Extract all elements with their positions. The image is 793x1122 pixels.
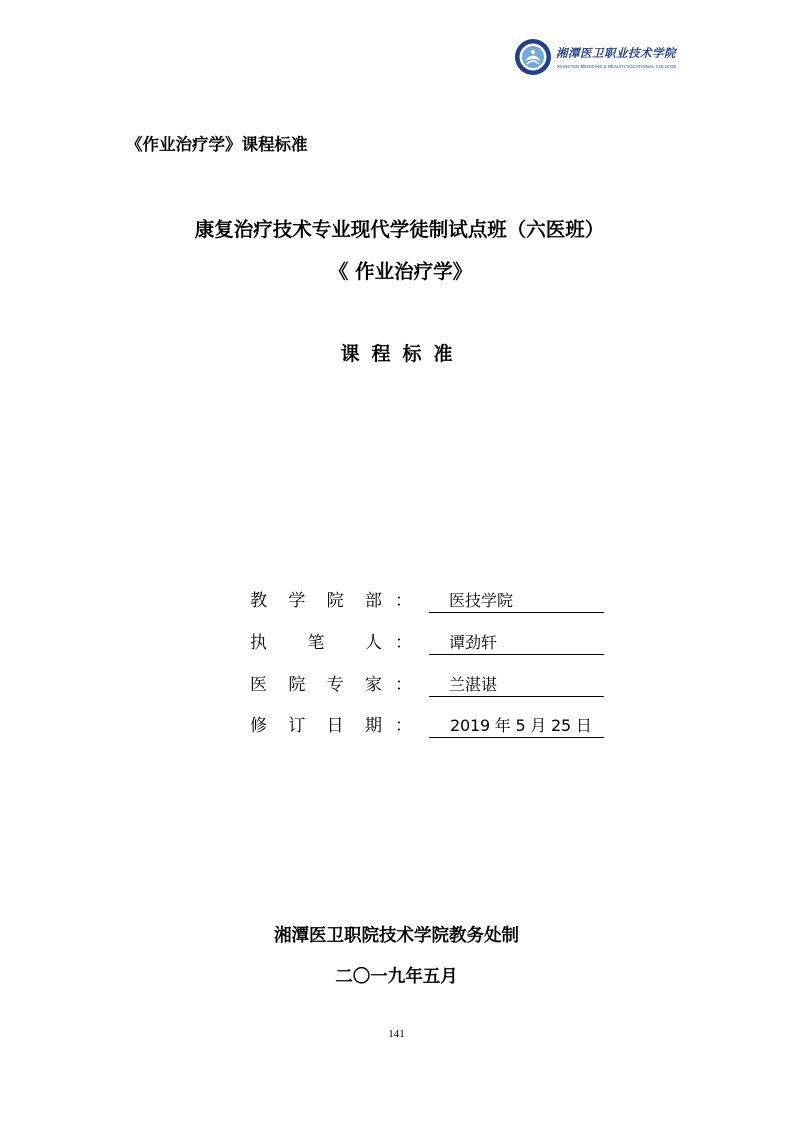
college-english-name: XIANGTAN MEDICINE & HEALTH VOCATIONAL COLLEGE <box>557 64 677 69</box>
label-char: 医 <box>250 675 267 695</box>
info-value <box>429 674 604 697</box>
label-char: 家 <box>364 675 382 695</box>
page-number: 141 <box>388 1028 405 1040</box>
department-value: 医技学院 <box>449 591 514 610</box>
college-name-logo-text: 湘潭医卫职业技术学院 <box>556 46 676 60</box>
program-title: 康复治疗技术专业现代学徒制试点班（六医班） <box>194 218 605 241</box>
label-char: 修 <box>250 716 267 736</box>
info-row-department <box>250 590 610 614</box>
info-row-hospital-expert <box>250 674 610 698</box>
college-emblem-icon <box>514 38 552 76</box>
label-char: 院 <box>288 675 306 695</box>
label-char: 人 <box>365 633 382 653</box>
label-char: 笔 <box>307 633 325 653</box>
info-value <box>429 715 604 738</box>
info-value <box>429 590 604 613</box>
label-char: 期 <box>364 716 382 736</box>
label-char: 学 <box>288 591 306 611</box>
header-title: 《作业治疗学》课程标准 <box>126 135 308 154</box>
label-char: 专 <box>326 675 344 695</box>
info-value <box>429 632 604 655</box>
info-label <box>250 632 382 654</box>
info-colon: ： <box>395 716 412 736</box>
info-label <box>250 590 382 612</box>
revision-date-value: 2019 年 5 月 25 日 <box>450 716 592 735</box>
info-label <box>250 674 382 696</box>
info-colon: ： <box>395 591 412 611</box>
info-row-revision-date <box>250 715 610 739</box>
footer-date: 二〇一九年五月 <box>335 967 458 987</box>
label-char: 日 <box>326 716 344 736</box>
course-title: 《 作业治疗学》 <box>328 260 473 283</box>
hospital-expert-value: 兰湛谌 <box>449 675 498 694</box>
document-type-title: 课程标准 <box>340 343 465 365</box>
info-row-author <box>250 632 610 656</box>
footer-organization: 湘潭医卫职院技术学院教务处制 <box>274 926 519 946</box>
label-char: 教 <box>250 591 267 611</box>
author-value: 谭劲轩 <box>449 633 498 652</box>
info-label <box>250 715 382 737</box>
label-char: 订 <box>288 716 306 736</box>
info-colon: ： <box>395 633 412 653</box>
label-char: 部 <box>364 591 382 611</box>
label-char: 院 <box>326 591 344 611</box>
info-colon: ： <box>395 675 412 695</box>
college-logo <box>514 38 676 78</box>
label-char: 执 <box>250 633 267 653</box>
